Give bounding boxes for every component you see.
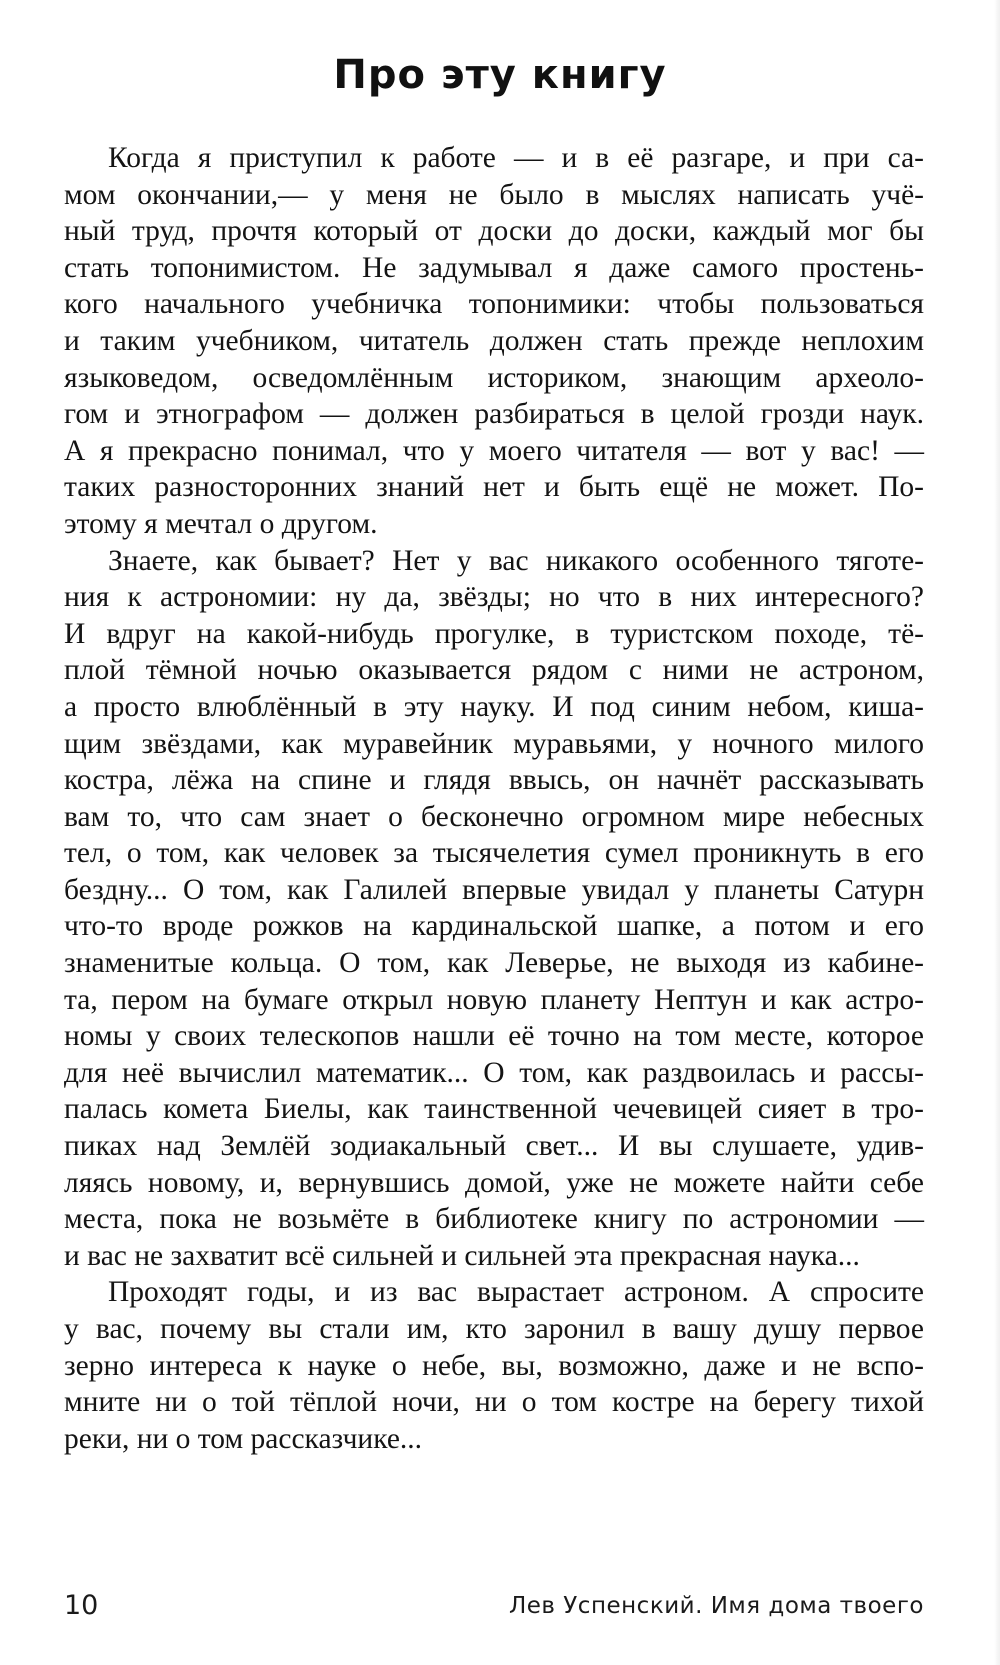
text-line: плой тёмной ночью оказывается рядом с ними не астроном, <box>64 654 924 687</box>
text-line: Когда я приступил к работе — и в её разгаре, и при са- <box>108 142 924 174</box>
text-line: палась комета Биелы, как таинственной чечевицей сияет в тро- <box>64 1093 924 1126</box>
text-line: таких разносторонних знаний нет и быть ещё не может. По- <box>64 471 924 504</box>
text-line: ния к астрономии: ну да, звёзды; но что в них интересного? <box>64 581 924 614</box>
text-line: та, пером на бумаге открыл новую планету Нептун и как астро- <box>64 983 924 1016</box>
text-line: И вдруг на какой-нибудь прогулке, в туристском походе, тё- <box>64 617 924 650</box>
text-line: стать топонимистом. Не задумывал я даже самого простень- <box>64 251 924 284</box>
paragraph <box>64 543 924 1275</box>
page-number: 10 <box>64 1590 99 1621</box>
chapter-title: Про эту книгу <box>333 52 667 98</box>
text-line: для неё вычислил математик... О том, как раздвоилась и рассы- <box>64 1056 924 1089</box>
text-line: знаменитые кольца. О том, как Леверье, не выходя из кабине- <box>64 947 924 980</box>
text-line: костра, лёжа на спине и глядя ввысь, он начнёт рассказывать <box>64 764 924 797</box>
text-line: кого начального учебничка топонимики: чтобы пользоваться <box>64 288 924 321</box>
text-line: вам то, что сам знает о бесконечно огромном мире небесных <box>64 800 924 833</box>
text-line: и таким учебником, читатель должен стать прежде неплохим <box>64 324 924 357</box>
page-edge-shadow <box>994 0 1000 1665</box>
paragraph <box>64 1274 924 1457</box>
text-line: этому я мечтал о другом. <box>64 507 378 540</box>
text-line: гом и этнографом — должен разбираться в целой грозди наук. <box>64 398 924 431</box>
text-line: Знаете, как бывает? Нет у вас никакого особенного тяготе- <box>108 544 924 577</box>
text-line: номы у своих телескопов нашли её точно на том месте, которое <box>64 1020 924 1053</box>
text-line: реки, ни о том рассказчике... <box>64 1422 423 1455</box>
text-line: зерно интереса к науке о небе, вы, возможно, даже и не вспо- <box>64 1349 924 1382</box>
paragraph <box>64 140 924 543</box>
text-line: а просто влюблённый в эту науку. И под синим небом, киша- <box>64 690 924 723</box>
text-line: Проходят годы, и из вас вырастает астроном. А спросите <box>108 1276 924 1309</box>
text-line: мом окончании,— у меня не было в мыслях написать учё- <box>64 178 924 211</box>
text-line: бездну... О том, как Галилей впервые увидал у планеты Сатурн <box>64 873 924 906</box>
text-line: места, пока не возьмёте в библиотеке книгу по астрономии — <box>64 1203 924 1236</box>
text-line: тел, о том, как человек за тысячелетия сумел проникнуть в его <box>64 837 924 870</box>
text-line: у вас, почему вы стали им, кто заронил в вашу душу первое <box>64 1313 924 1345</box>
text-line: и вас не захватит всё сильней и сильней эта прекрасная наука... <box>64 1239 860 1272</box>
text-line: ляясь новому, и, вернувшись домой, уже не можете найти себе <box>64 1166 924 1199</box>
text-line: щим звёздами, как муравейник муравьями, у ночного милого <box>64 727 924 760</box>
text-line: А я прекрасно понимал, что у моего читателя — вот у вас! — <box>64 434 924 467</box>
text-line: пиках над Землёй зодиакальный свет... И вы слушаете, удив- <box>64 1130 924 1163</box>
text-line: мните ни о той тёплой ночи, ни о том костре на берегу тихой <box>64 1386 924 1419</box>
text-line: что-то вроде рожков на кардинальской шапке, а потом и его <box>64 910 924 943</box>
text-line: ный труд, прочтя который от доски до доски, каждый мог бы <box>64 215 924 248</box>
running-title: Лев Успенский. Имя дома твоего <box>508 1593 924 1619</box>
chapter-body <box>64 140 924 1457</box>
text-line: языковедом, осведомлённым историком, знающим археоло- <box>64 361 924 394</box>
page-footer <box>64 1590 924 1630</box>
